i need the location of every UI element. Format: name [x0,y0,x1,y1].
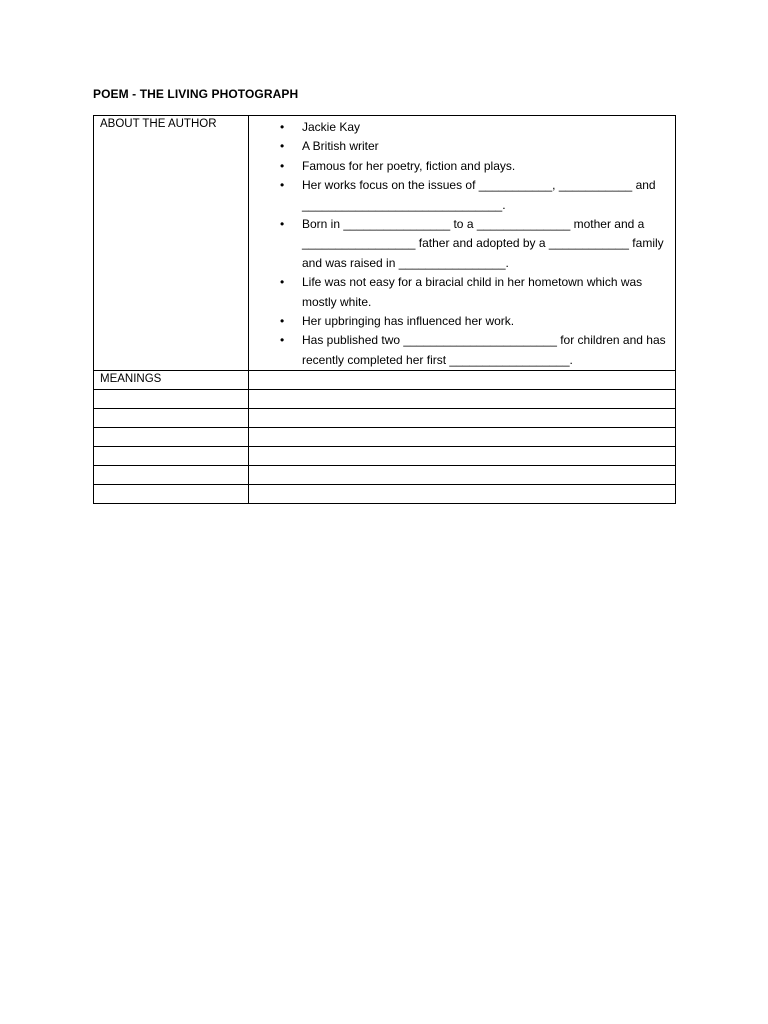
about-author-list [249,116,675,370]
meanings-blank-row [94,409,676,428]
author-fact-text: Life was not easy for a biracial child in her hometown which was mostly white. [302,275,643,309]
meanings-definition-cell[interactable] [249,485,676,504]
meanings-blank-row [94,447,676,466]
bullet-icon: • [280,275,285,290]
bullet-icon: • [280,217,285,232]
author-fact-text: Jackie Kay [302,120,361,134]
bullet-icon: • [280,314,285,329]
author-fact-text: Her upbringing has influenced her work. [302,314,515,329]
author-fact-item [249,176,675,215]
author-fact-item [249,312,675,331]
author-fact-text: Has published two _______________________ for children and has recently completed her first __________________. [302,333,666,367]
about-author-row [94,116,676,371]
author-fact-item [249,137,675,156]
bullet-icon: • [280,139,285,154]
meanings-definition-cell[interactable] [249,466,676,485]
page-title: POEM - THE LIVING PHOTOGRAPH [93,87,299,101]
about-author-label-cell [94,116,249,371]
bullet-icon: • [280,158,285,173]
meanings-blank-row [94,428,676,447]
meanings-header-row [94,371,676,390]
meanings-definition-cell[interactable] [249,390,676,409]
author-fact-text: Famous for her poetry, fiction and plays. [302,158,516,173]
author-fact-item [249,157,675,176]
author-fact-text: Born in ________________ to a ______________ mother and a _________________ father and adopted by a ____________ family and was raised in ________________. [302,217,664,270]
meanings-word-cell[interactable] [94,466,249,485]
meanings-label-cell [94,371,249,390]
bullet-icon: • [280,333,285,348]
about-author-label: ABOUT THE AUTHOR [100,118,217,130]
author-fact-item [249,215,675,273]
meanings-label: MEANINGS [100,373,162,386]
bullet-icon: • [280,120,285,134]
author-fact-text: Her works focus on the issues of ___________, ___________ and ______________________________. [302,178,656,212]
bullet-icon: • [280,178,285,193]
meanings-blank-row [94,390,676,409]
worksheet-table [93,115,676,504]
author-fact-item [249,331,675,370]
meanings-definition-cell[interactable] [249,447,676,466]
meanings-word-cell[interactable] [94,447,249,466]
meanings-blank-row [94,485,676,504]
meanings-word-cell[interactable] [94,390,249,409]
meanings-word-cell[interactable] [94,485,249,504]
author-fact-item [249,118,675,137]
author-fact-item [249,273,675,312]
meanings-word-cell[interactable] [94,409,249,428]
about-author-content-cell [249,116,676,371]
meanings-definition-cell[interactable] [249,371,676,390]
author-fact-text: A British writer [302,139,379,154]
meanings-blank-row [94,466,676,485]
meanings-definition-cell[interactable] [249,409,676,428]
meanings-definition-cell[interactable] [249,428,676,447]
meanings-word-cell[interactable] [94,428,249,447]
